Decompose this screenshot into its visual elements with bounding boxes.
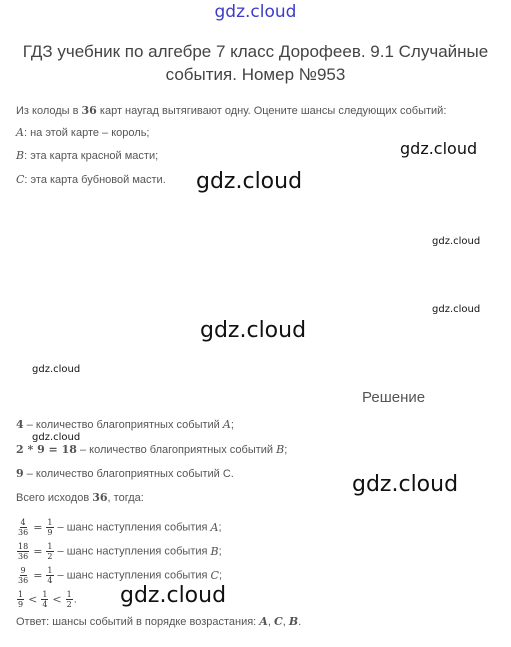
page-title: ГДЗ учебник по алгебре 7 класс Дорофеев. 9.1 Случайные события. Номер №953	[22, 42, 489, 84]
favorable-expression: 2 * 9 = 18	[16, 443, 77, 456]
answer-letter: A	[259, 615, 268, 628]
answer-letter: B	[288, 615, 299, 628]
answer-separator: ,	[282, 616, 289, 628]
fraction-numerator: 1	[18, 590, 24, 599]
fraction	[17, 518, 29, 537]
fraction-denominator: 9	[47, 528, 53, 537]
solution-line-2	[16, 443, 287, 456]
fraction-denominator: 36	[18, 528, 29, 537]
line-text: – шанс наступления события	[54, 521, 211, 534]
probability-line-b	[16, 542, 222, 561]
problem-item-c	[16, 173, 166, 186]
watermark: gdz.cloud	[432, 236, 481, 247]
event-text: : эта карта красной масти;	[24, 150, 159, 162]
watermark: gdz.cloud	[32, 432, 81, 443]
watermark: gdz.cloud	[400, 139, 478, 158]
fraction-denominator: 9	[18, 600, 24, 609]
solution-line-3	[16, 467, 234, 480]
equals-sign: =	[33, 521, 43, 534]
probability-comparison	[16, 590, 77, 609]
line-end: ;	[218, 545, 222, 558]
event-letter: B	[210, 545, 219, 558]
problem-item-a	[16, 126, 149, 139]
solution-line-1	[16, 418, 234, 431]
fraction	[46, 518, 53, 537]
fraction-numerator: 1	[47, 566, 53, 575]
line-text: – шанс наступления события	[54, 545, 211, 558]
event-letter: A	[16, 126, 24, 139]
answer-letter: C	[273, 615, 283, 628]
fraction	[66, 590, 73, 609]
fraction-denominator: 4	[42, 600, 48, 609]
fraction-numerator: 1	[42, 590, 48, 599]
watermark: gdz.cloud	[196, 169, 303, 194]
less-than-sign: <	[28, 593, 38, 606]
fraction-numerator: 4	[20, 518, 26, 527]
equals-sign: =	[33, 569, 43, 582]
watermark: gdz.cloud	[32, 364, 81, 375]
fraction-numerator: 1	[47, 542, 53, 551]
equals-sign: =	[33, 545, 43, 558]
problem-intro-after: карт наугад вытягивают одну. Оцените шансы следующих событий:	[99, 105, 447, 117]
problem-intro-before: Из колоды в	[16, 105, 79, 117]
fraction	[17, 566, 29, 585]
fraction	[46, 542, 53, 561]
event-letter: C	[16, 173, 25, 186]
total-before: Всего исходов	[16, 492, 93, 504]
site-logo[interactable]: gdz.cloud	[214, 2, 297, 22]
watermark: gdz.cloud	[120, 583, 227, 608]
favorable-count: 9	[16, 467, 24, 480]
line-text: – количество благоприятных событий	[76, 444, 277, 456]
favorable-count: 4	[16, 418, 24, 431]
event-letter: A	[222, 418, 231, 431]
watermark: gdz.cloud	[432, 304, 481, 315]
watermark: gdz.cloud	[200, 318, 307, 343]
probability-line-a	[16, 518, 222, 537]
fraction-denominator: 36	[18, 552, 29, 561]
line-end: ;	[230, 419, 234, 431]
line-text: – количество благоприятных событий С.	[23, 468, 234, 480]
answer-end: .	[298, 616, 302, 628]
watermark: gdz.cloud	[352, 472, 459, 497]
event-letter: B	[276, 443, 285, 456]
problem-intro	[16, 104, 446, 117]
event-letter: C	[210, 569, 219, 582]
fraction-numerator: 1	[66, 590, 72, 599]
line-text: – количество благоприятных событий	[23, 419, 223, 431]
answer-separator: ,	[267, 616, 274, 628]
fraction	[17, 542, 29, 561]
event-letter: B	[16, 149, 25, 162]
event-text: : эта карта бубновой масти.	[24, 174, 166, 186]
fraction-numerator: 9	[20, 566, 26, 575]
line-end: ;	[218, 521, 222, 534]
total-number: 36	[92, 491, 108, 504]
problem-item-b	[16, 149, 158, 162]
line-end: ;	[218, 569, 223, 582]
total-outcomes	[16, 491, 144, 504]
fraction-denominator: 2	[66, 600, 72, 609]
answer-text: Ответ: шансы событий в порядке возрастания:	[16, 616, 260, 628]
fraction	[41, 590, 48, 609]
fraction-denominator: 36	[18, 576, 29, 585]
fraction	[17, 590, 24, 609]
event-text: : на этой карте – король;	[23, 127, 150, 139]
solution-heading: Решение	[362, 389, 426, 406]
total-after: , тогда:	[107, 492, 144, 504]
event-letter: A	[210, 521, 219, 534]
fraction-numerator: 18	[18, 542, 29, 551]
fraction	[46, 566, 53, 585]
fraction-denominator: 2	[47, 552, 53, 561]
probability-line-c	[16, 566, 222, 585]
answer-line	[16, 615, 301, 628]
fraction-denominator: 4	[47, 576, 53, 585]
line-text: – шанс наступления события	[54, 569, 211, 582]
fraction-numerator: 1	[47, 518, 53, 527]
problem-intro-number: 36	[81, 104, 97, 117]
less-than-sign: <	[52, 593, 62, 606]
line-end: ;	[284, 444, 288, 456]
line-end: .	[73, 593, 77, 606]
